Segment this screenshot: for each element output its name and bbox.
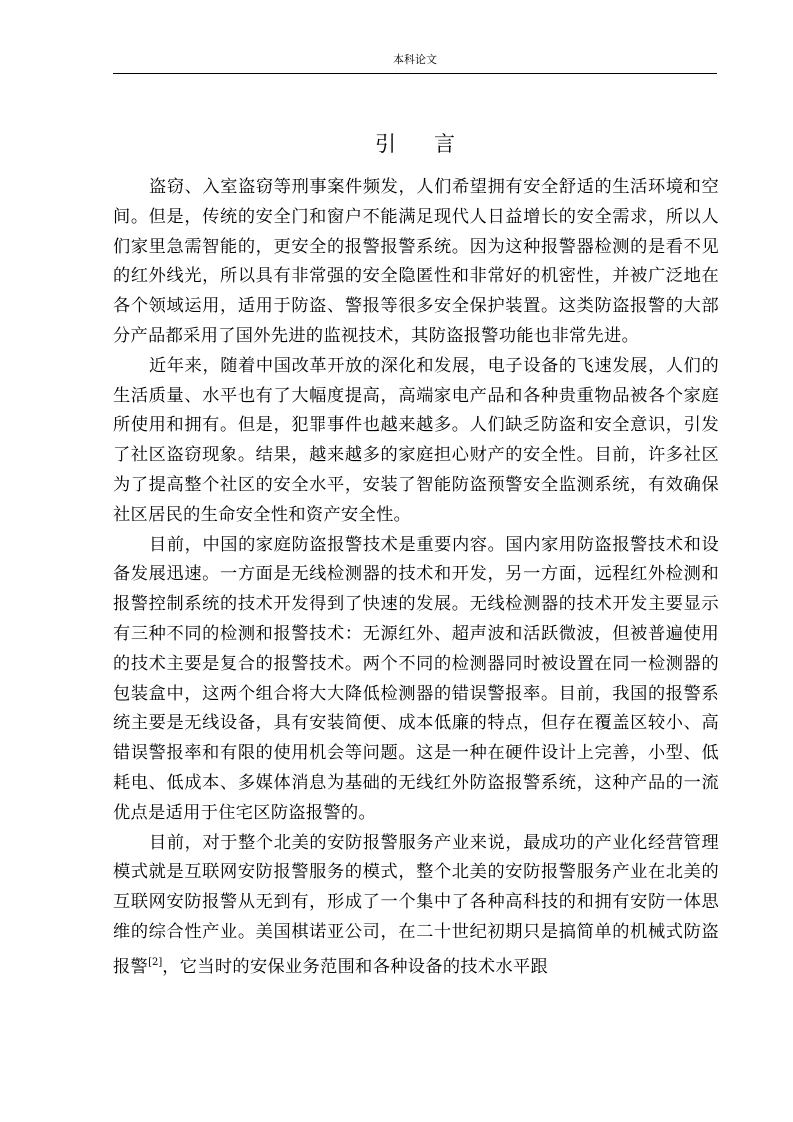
paragraph-4 <box>113 829 719 983</box>
paragraph-2: 近年来，随着中国改革开放的深化和发展，电子设备的飞速发展，人们的生活质量、水平也有了大幅度提高，高端家电产品和各种贵重物品被各个家庭所使用和拥有。但是，犯罪事件也越来越多。人们缺乏防盗和安全意识，引发了社区盗窃现象。结果，越来越多的家庭担心财产的安全性。目前，许多社区为了提高整个社区的安全水平，安装了智能防盗预警安全监测系统，有效确保社区居民的生命安全性和资产安全性。 <box>113 355 719 525</box>
section-title: 引言 <box>375 132 493 156</box>
paragraph-4-text-after: ，它当时的安保业务范围和各种设备的技术水平跟 <box>162 956 549 977</box>
paragraph-1: 盗窃、入室盗窃等刑事案件频发，人们希望拥有安全舒适的生活环境和空间。但是，传统的安全门和窗户不能满足现代人日益增长的安全需求，所以人们家里急需智能的，更安全的报警报警系统。因为这种报警器检测的是看不见的红外线光，所以具有非常强的安全隐匿性和非常好的机密性，并被广泛地在各个领域运用，适用于防盗、警报等很多安全保护装置。这类防盗报警的大部分产品都采用了国外先进的监视技术，其防盗报警功能也非常先进。 <box>113 177 719 346</box>
paragraph-4-text-before: 目前，对于整个北美的安防报警服务产业来说，最成功的产业化经营管理模式就是互联网安防报警服务的模式，整个北美的安防报警服务产业在北美的互联网安防报警从无到有，形成了一个集中了各种高科技的和拥有安防一体思维的综合性产业。美国棋诺亚公司，在二十世纪初期只是搞简单的机械式防盗报警 <box>113 832 719 977</box>
paragraph-3: 目前，中国的家庭防盗报警技术是重要内容。国内家用防盗报警技术和设备发展迅速。一方面是无线检测器的技术和开发，另一方面，远程红外检测和报警控制系统的技术开发得到了快速的发展。无线检测器的技术开发主要显示有三种不同的检测和报警技术：无源红外、超声波和活跃微波，但被普遍使用的技术主要是复合的报警技术。两个不同的检测器同时被设置在同一检测器的包装盒中，这两个组合将大大降低检测器的错误警报率。目前，我国的报警系统主要是无线设备，具有安装简便、成本低廉的特点，但存在覆盖区较小、高错误警报率和有限的使用机会等问题。这是一种在硬件设计上完善，小型、低耗电、低成本、多媒体消息为基础的无线红外防盗报警系统，这种产品的一流优点是适用于住宅区防盗报警的。 <box>113 534 719 823</box>
running-header: 本科论文 <box>393 53 437 66</box>
citation-ref[interactable]: [2] <box>148 956 163 968</box>
body-text <box>113 173 719 983</box>
header-rule <box>113 73 717 74</box>
